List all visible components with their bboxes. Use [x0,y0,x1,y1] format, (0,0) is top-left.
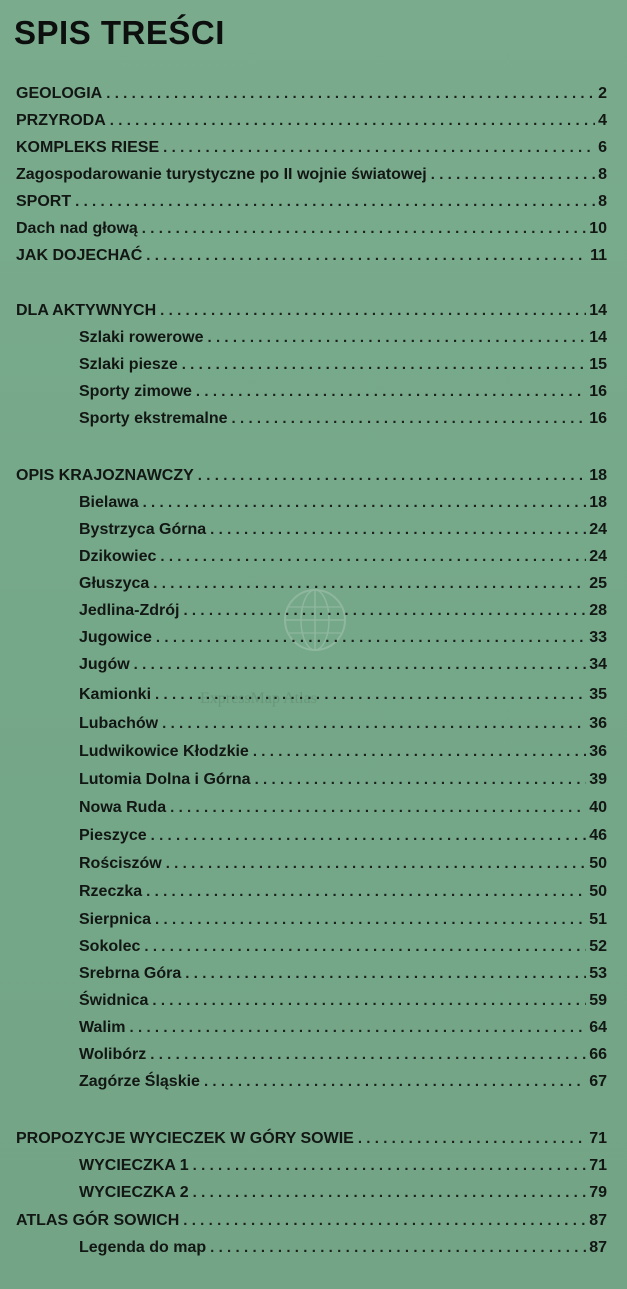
toc-page-number: 64 [589,1019,607,1036]
toc-page-number: 36 [589,743,607,760]
toc-row[interactable] [16,466,607,486]
toc-row[interactable] [16,192,607,212]
dot-leader [253,742,586,762]
page-title: SPIS TREŚCI [14,14,225,51]
toc-page-number: 46 [589,827,607,844]
dot-leader [183,1211,586,1231]
toc-page-number: 50 [589,855,607,872]
toc-page-number: 25 [589,575,607,592]
toc-entry-label: Sokolec [79,938,141,955]
dot-leader [185,964,586,984]
toc-row[interactable] [79,937,607,957]
toc-entry-label: SPORT [16,193,72,210]
toc-row[interactable] [79,655,607,675]
toc-entry-label: Ludwikowice Kłodzkie [79,743,249,760]
dot-leader [146,246,587,266]
toc-row[interactable] [79,964,607,984]
toc-page-number: 8 [598,193,607,210]
toc-row[interactable] [79,547,607,567]
dot-leader [155,685,586,705]
toc-page-number: 51 [589,911,607,928]
dot-leader [193,1183,587,1203]
dot-leader [160,547,586,567]
toc-entry-label: WYCIECZKA 2 [79,1184,189,1201]
toc-page-number: 59 [589,992,607,1009]
toc-page-number: 52 [589,938,607,955]
toc-entry-label: Srebrna Góra [79,965,182,982]
toc-entry-label: Rzeczka [79,883,143,900]
dot-leader [143,493,587,513]
toc-row[interactable] [79,1183,607,1203]
toc-row[interactable] [79,409,607,429]
toc-page-number: 24 [589,548,607,565]
toc-page-number: 40 [589,799,607,816]
toc-row[interactable] [16,1211,607,1231]
toc-row[interactable] [79,714,607,734]
toc-entry-label: Świdnica [79,992,149,1009]
toc-entry-label: Zagospodarowanie turystyczne po II wojnie światowej [16,166,427,183]
dot-leader [208,328,587,348]
toc-entry-label: Dach nad głową [16,220,138,237]
toc-page-number: 14 [589,329,607,346]
dot-leader [182,355,586,375]
dot-leader [232,409,587,429]
toc-row[interactable] [16,1129,607,1149]
toc-entry-label: Nowa Ruda [79,799,167,816]
toc-row[interactable] [79,685,607,705]
toc-entry-label: GEOLOGIA [16,85,103,102]
toc-entry-label: DLA AKTYWNYCH [16,302,157,319]
toc-page-number: 10 [589,220,607,237]
dot-leader [75,192,595,212]
toc-page-number: 50 [589,883,607,900]
dot-leader [110,111,595,131]
toc-row[interactable] [79,1156,607,1176]
toc-row[interactable] [79,601,607,621]
toc-page-number: 66 [589,1046,607,1063]
dot-leader [196,382,586,402]
toc-entry-label: PRZYRODA [16,112,106,129]
toc-entry-label: Zagórze Śląskie [79,1073,200,1090]
dot-leader [142,219,586,239]
dot-leader [204,1072,586,1092]
toc-row[interactable] [79,882,607,902]
toc-page-number: 36 [589,715,607,732]
toc-entry-label: Sierpnica [79,911,152,928]
dot-leader [166,854,587,874]
toc-page-number: 2 [598,85,607,102]
toc-row[interactable] [79,770,607,790]
toc-page-number: 4 [598,112,607,129]
toc-page-number: 11 [590,247,607,264]
toc-row[interactable] [79,826,607,846]
toc-row[interactable] [16,246,607,266]
toc-entry-label: Sporty ekstremalne [79,410,228,427]
toc-entry-label: Jugów [79,656,130,673]
toc-entry-label: Lubachów [79,715,159,732]
toc-entry-label: KOMPLEKS RIESE [16,139,160,156]
toc-row[interactable] [79,854,607,874]
toc-entry-label: Lutomia Dolna i Górna [79,771,251,788]
dot-leader [130,1018,587,1038]
toc-page-number: 71 [589,1130,607,1147]
dot-leader [134,655,587,675]
toc-entry-label: Dzikowiec [79,548,157,565]
toc-page-number: 18 [589,467,607,484]
toc-page-number: 6 [598,139,607,156]
toc-row[interactable] [16,111,607,131]
dot-leader [151,826,587,846]
toc-entry-label: Jedlina-Zdrój [79,602,180,619]
toc-entry-label: Legenda do map [79,1239,207,1256]
toc-page-number: 16 [589,383,607,400]
toc-row[interactable] [79,1238,607,1258]
toc-page-number: 8 [598,166,607,183]
toc-page-number: 53 [589,965,607,982]
toc-entry-label: Walim [79,1019,126,1036]
toc-entry-label: Jugowice [79,629,152,646]
dot-leader [152,991,586,1011]
toc-row[interactable] [79,628,607,648]
toc-row[interactable] [16,165,607,185]
dot-leader [163,138,595,158]
toc-entry-label: Kamionki [79,686,152,703]
toc-row[interactable] [16,219,607,239]
dot-leader [153,574,586,594]
toc-row[interactable] [79,1045,607,1065]
toc-page-number: 33 [589,629,607,646]
toc-entry-label: Szlaki piesze [79,356,178,373]
toc-row[interactable] [79,1072,607,1092]
toc-entry-label: OPIS KRAJOZNAWCZY [16,467,194,484]
toc-page-number: 16 [589,410,607,427]
toc-row[interactable] [79,574,607,594]
dot-leader [210,520,586,540]
toc-row[interactable] [79,1018,607,1038]
toc-page-number: 87 [589,1239,607,1256]
toc-page-number: 87 [589,1212,607,1229]
dot-leader [106,84,595,104]
toc-entry-label: PROPOZYCJE WYCIECZEK W GÓRY SOWIE [16,1130,354,1147]
toc-row[interactable] [79,355,607,375]
toc-entry-label: Szlaki rowerowe [79,329,204,346]
toc-row[interactable] [79,493,607,513]
toc-entry-label: WYCIECZKA 1 [79,1157,189,1174]
dot-leader [358,1129,586,1149]
toc-page-number: 67 [589,1073,607,1090]
dot-leader [170,798,586,818]
toc-row[interactable] [79,910,607,930]
toc-row[interactable] [16,84,607,104]
dot-leader [146,882,586,902]
toc-entry-label: Wolibórz [79,1046,147,1063]
dot-leader [255,770,587,790]
toc-row[interactable] [16,301,607,321]
toc-entry-label: Sporty zimowe [79,383,192,400]
dot-leader [431,165,595,185]
toc-row[interactable] [79,991,607,1011]
toc-row[interactable] [16,138,607,158]
toc-entry-label: Bielawa [79,494,139,511]
dot-leader [210,1238,586,1258]
toc-entry-label: Głuszyca [79,575,150,592]
toc-page-number: 15 [589,356,607,373]
toc-entry-label: Pieszyce [79,827,147,844]
toc-entry-label: ATLAS GÓR SOWICH [16,1212,180,1229]
toc-row[interactable] [79,798,607,818]
toc-page-number: 79 [589,1184,607,1201]
toc-page-number: 71 [589,1157,607,1174]
dot-leader [183,601,586,621]
toc-row[interactable] [79,328,607,348]
dot-leader [193,1156,587,1176]
dot-leader [155,910,586,930]
dot-leader [156,628,586,648]
dot-leader [144,937,586,957]
toc-page-number: 18 [589,494,607,511]
toc-entry-label: Rościszów [79,855,162,872]
toc-row[interactable] [79,382,607,402]
toc-entry-label: JAK DOJECHAĆ [16,247,143,264]
toc-page-number: 39 [589,771,607,788]
toc-page-number: 34 [589,656,607,673]
toc-entry-label: Bystrzyca Górna [79,521,207,538]
dot-leader [160,301,586,321]
toc-page-number: 35 [589,686,607,703]
dot-leader [162,714,586,734]
toc-row[interactable] [79,742,607,762]
toc-page-number: 28 [589,602,607,619]
toc-page-number: 24 [589,521,607,538]
toc-row[interactable] [79,520,607,540]
toc-page-number: 14 [589,302,607,319]
watermark-text: ExpressMap Atlas [200,690,317,707]
dot-leader [150,1045,586,1065]
dot-leader [198,466,586,486]
